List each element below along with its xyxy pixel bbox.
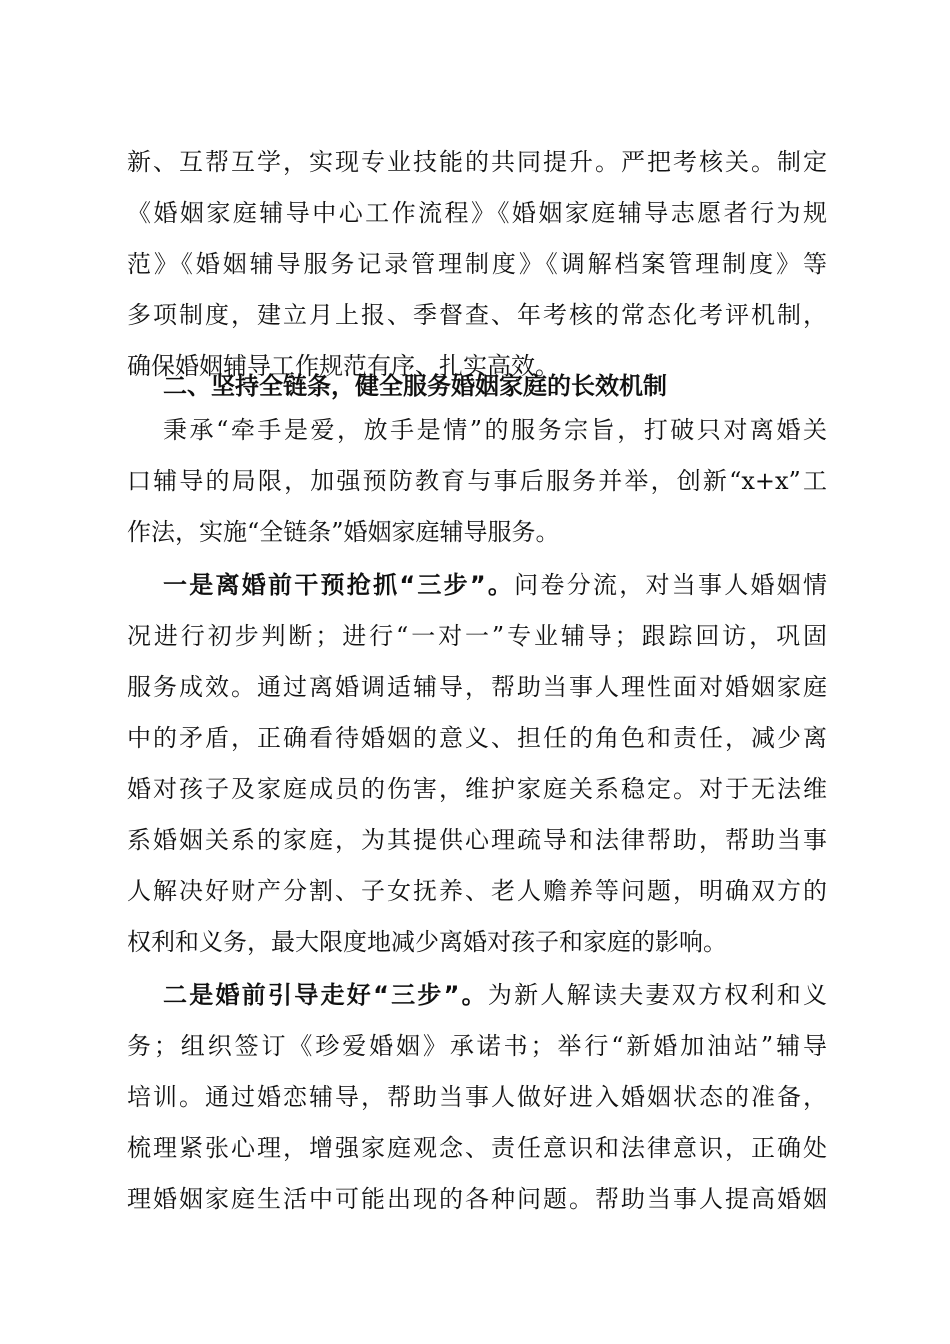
- paragraph-line: 口辅导的局限，加强预防教育与事后服务并举，创新“x+x”工: [127, 467, 827, 495]
- paragraph-line: 多项制度，建立月上报、季督查、年考核的常态化考评机制，: [127, 301, 827, 329]
- point-text: 为新人解读夫妻双方权利和义: [487, 981, 828, 1009]
- paragraph-line: 权利和义务，最大限度地减少离婚对孩子和家庭的影响。: [127, 928, 727, 956]
- paragraph-line: 人解决好财产分割、子女抚养、老人赡养等问题，明确双方的: [127, 877, 827, 905]
- section-heading: 二、坚持全链条，健全服务婚姻家庭的长效机制: [163, 372, 667, 400]
- paragraph-line: 务；组织签订《珍爱婚姻》承诺书；举行“新婚加油站”辅导: [127, 1032, 827, 1060]
- point-lead: 一是离婚前干预抢抓“三步”。: [163, 571, 515, 599]
- paragraph-line: 系婚姻关系的家庭，为其提供心理疏导和法律帮助，帮助当事: [127, 826, 827, 854]
- paragraph-line: 秉承“牵手是爱，放手是情”的服务宗旨，打破只对离婚关: [163, 416, 827, 444]
- paragraph-line: 梳理紧张心理，增强家庭观念、责任意识和法律意识，正确处: [127, 1134, 827, 1162]
- paragraph-line: 理婚姻家庭生活中可能出现的各种问题。帮助当事人提高婚姻: [127, 1185, 827, 1213]
- paragraph-line: 作法，实施“全链条”婚姻家庭辅导服务。: [127, 518, 560, 546]
- point-lead: 二是婚前引导走好“三步”。: [163, 981, 488, 1009]
- point-first-line: [163, 561, 827, 609]
- paragraph-line: 新、互帮互学，实现专业技能的共同提升。严把考核关。制定: [127, 148, 827, 176]
- paragraph-line: 婚对孩子及家庭成员的伤害，维护家庭关系稳定。对于无法维: [127, 775, 827, 803]
- paragraph-line: 培训。通过婚恋辅导，帮助当事人做好进入婚姻状态的准备，: [127, 1083, 827, 1111]
- paragraph-line: 《婚姻家庭辅导中心工作流程》《婚姻家庭辅导志愿者行为规: [127, 199, 827, 227]
- paragraph-line: 服务成效。通过离婚调适辅导，帮助当事人理性面对婚姻家庭: [127, 673, 827, 701]
- paragraph-line: 确保婚姻辅导工作规范有序、扎实高效。: [127, 352, 559, 380]
- point-first-line: [163, 971, 827, 1019]
- paragraph-line: 范》《婚姻辅导服务记录管理制度》《调解档案管理制度》等: [127, 250, 827, 278]
- point-text: 问卷分流，对当事人婚姻情: [514, 571, 828, 599]
- paragraph-line: 中的矛盾，正确看待婚姻的意义、担任的角色和责任，减少离: [127, 724, 827, 752]
- paragraph-line: 况进行初步判断；进行“一对一”专业辅导；跟踪回访，巩固: [127, 622, 827, 650]
